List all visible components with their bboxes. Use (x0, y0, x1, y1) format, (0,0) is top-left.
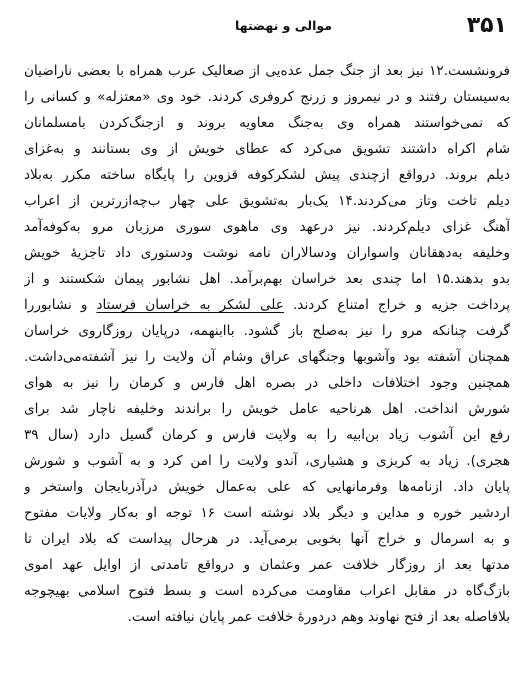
text-line: پایان داد. ازنامه‌ها وفرمانهایی که علی به‌عمال خویش درآذربایجان واستخر و (24, 479, 510, 495)
text-line: همچنان آشفته بود وآشوبها وجنگهای عراق وشام آن ولایت را نیز آشفته‌می‌داشت. (24, 349, 510, 365)
text-line: گرفت چنانکه مرو را نیز به‌صلح باز گشود. باابنهمه، درپایان روزگاروی خراسان (24, 323, 510, 339)
text-line: که نمی‌خواستند همراه وی به‌جنگ معاویه بروند و ازجنگ‌کردن بامسلمانان (24, 115, 510, 131)
page-number: ۳۵۱ (466, 13, 507, 38)
text-line: بازگ‌گاه در مقابل اعراب مقاومت می‌کرده است و بسط فتوح اسلامی بهیچوجه (24, 583, 510, 599)
text-line: شورش انداخت. اهل هرناحیه عامل خویش را براندند وخلیفه ناچار شد برای (24, 401, 510, 417)
text-line: هجری). زیاد به کربزی و هشیاری، آندو ولایت را امن کرد و به آشوب و شورش (24, 453, 510, 469)
text-line-with-underline: پرداخت جزیه و خراج امتناع کردند. علی لشکر به خراسان فرستاد و نشابوررا (24, 297, 510, 313)
underlined-phrase: علی لشکر به خراسان فرستاد (96, 297, 284, 313)
text-line: فرونشست.۱۲ نیز بعد از جنگ جمل عده‌یی از صعالیک عرب همراه با بعضی ناراضیان (24, 63, 510, 79)
text-line: وخلیفه به‌دهقانان واسواران ودسالاران نامه نوشت ودستوری داد تاجزیهٔ خویش (24, 245, 510, 261)
text-line: و به اسرمال و خراج آنها بخوبی برمی‌آید. در هرحال پیداست که بلاد ایران تا (24, 531, 510, 547)
text-line: همچنین وجود اختلافات داخلی در بصره اهل فارس و کرمان را نیز به هوای (24, 375, 510, 391)
running-header (60, 10, 507, 48)
text-line: بدو بدهند.۱۵ اما چندی بعد خراسان بهم‌برآمد. اهل نشابور پیمان شکستند و از (24, 271, 510, 287)
text-line: رفع این آشوب زیاد بن‌ابیه را به ولایت فارس و کرمان گسیل دارد (سال ۳۹ (24, 427, 510, 443)
text-line: شام اکراه داشتند تشویق می‌کرد که عطای خویش از وی بستانند و به‌غزای (24, 141, 510, 157)
body-text (24, 58, 510, 630)
text-line-final: بلافاصله بعد از فتح نهاوند وهم دردورهٔ خلافت عمر پایان نیافته است. (127, 609, 510, 625)
text-line: دیلم بروند. درواقع ازچندی پیش لشکرکوفه قزوین را پایگاه ساخته مکرر به‌بلاد (24, 167, 510, 183)
running-title: موالی و نهضتها (235, 18, 332, 33)
text-line: آهنگ غزای دیلم‌کردند. نیز درعهد وی ماهوی سوری مرزبان مرو به‌کوفه‌آمد (24, 219, 510, 235)
text-line: به‌سیستان رفتند و در نیمروز و زرنج کروفری کردند. خود وی «معتزله» و کسانی را (24, 89, 510, 105)
text-line: اردشیر خوره و مداین و دیگر بلاد نوشته است ۱۶ توجه او به‌کار ولایات مفتوح (24, 505, 510, 521)
text-line: دیلم تاخت وتاز می‌کردند.۱۴ یک‌بار به‌تشویق علی چهار ب‌چه‌ازرترین از اعراب (24, 193, 510, 209)
text-line: مدتها بعد از روزگار خلافت عمر وعثمان و درواقع تامدتی از اوایل عهد اموی (24, 557, 510, 573)
